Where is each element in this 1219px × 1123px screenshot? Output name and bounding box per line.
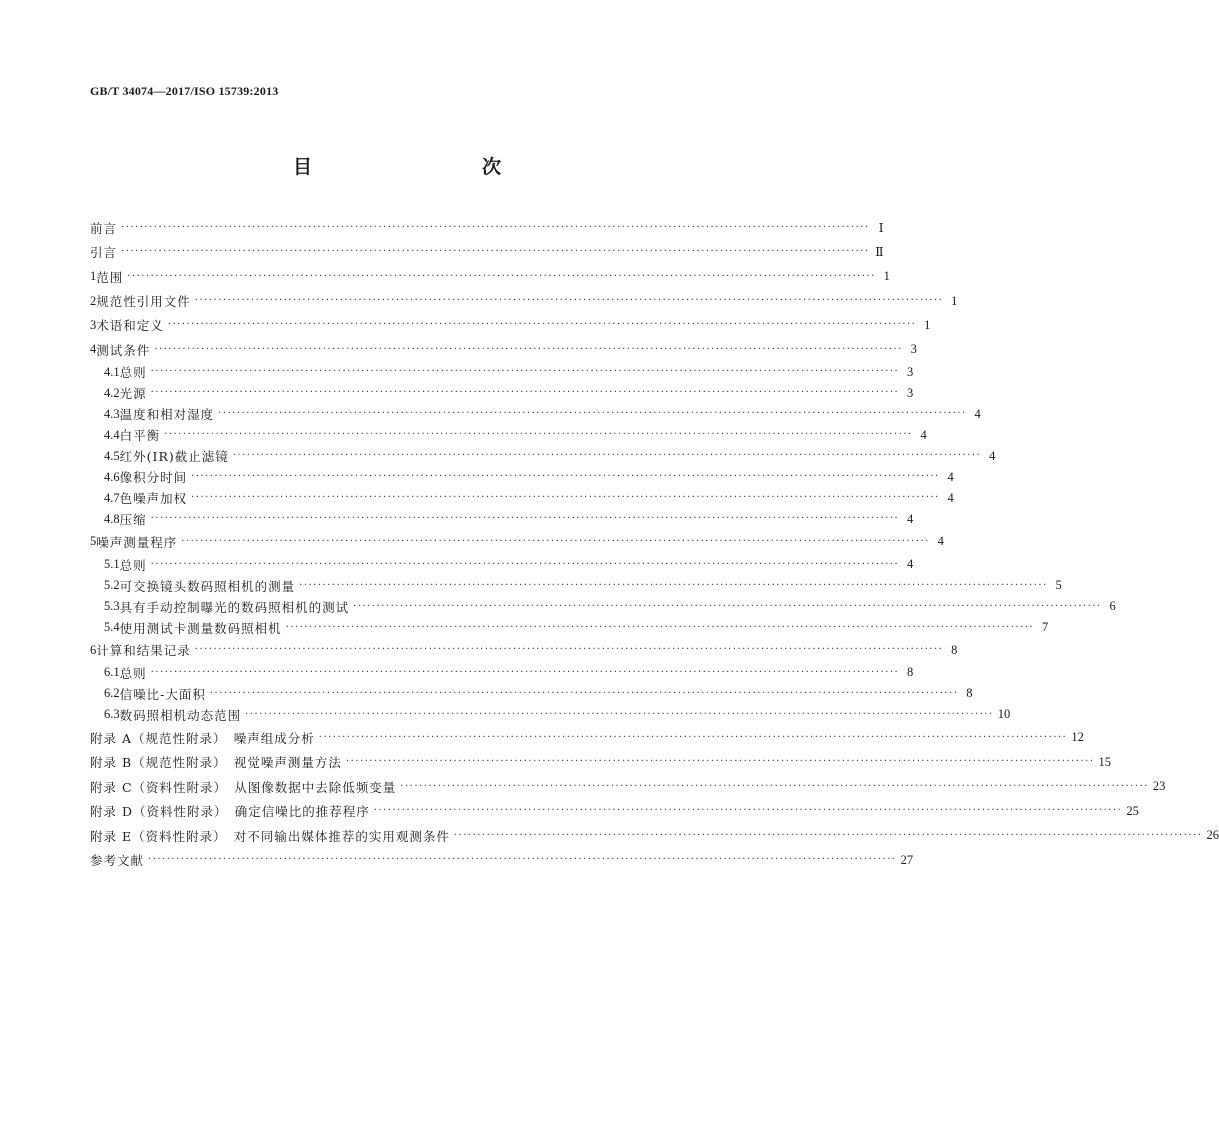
toc-entry-page-number: 12 (1071, 730, 1084, 745)
toc-entry-title: 信噪比-大面积 (119, 686, 206, 702)
toc-entry[interactable] (90, 265, 890, 289)
toc-entry-number: 6.2 (104, 686, 120, 701)
toc-entry-number: 4.4 (104, 427, 120, 442)
toc-entry-title: 色噪声加权 (119, 491, 188, 507)
toc-entry-number: 4.2 (104, 385, 120, 400)
toc-entry-page-number: 26 (1206, 828, 1219, 843)
toc-entry-title: 附录 B（规范性附录） 视觉噪声测量方法 (90, 755, 342, 771)
toc-dot-leader: ································································································································································ (154, 343, 903, 355)
toc-entry-page-number: 4 (920, 427, 927, 442)
toc-entry-number: 6.3 (104, 707, 120, 722)
page-title: 目 次 (292, 156, 545, 178)
toc-entry-page-number: 6 (1109, 599, 1116, 614)
toc-entry-title: 参考文献 (90, 853, 145, 869)
toc-entry-title: 红外(IR)截止滤镜 (119, 449, 229, 465)
toc-entry-page-number: 23 (1152, 779, 1166, 794)
toc-entry-page-number: 5 (1055, 578, 1062, 593)
toc-entry-page-number: 1 (951, 293, 958, 308)
toc-entry[interactable] (90, 725, 1084, 750)
toc-dot-leader: ································································································································································ (400, 780, 1149, 792)
toc-dot-leader: ································································································································································ (299, 579, 1048, 591)
toc-entry-number: 5.4 (104, 620, 120, 635)
toc-dot-leader: ································································································································································ (345, 756, 1095, 768)
toc-entry[interactable] (90, 823, 1219, 848)
toc-entry[interactable] (90, 446, 996, 467)
toc-entry[interactable] (90, 799, 1139, 824)
toc-entry-number: 1 (90, 269, 97, 284)
toc-entry-title: 附录 E（资料性附录） 对不同输出媒体推荐的实用观测条件 (90, 828, 450, 844)
toc-entry-title: 计算和结果记录 (96, 643, 191, 659)
toc-entry-number: 6 (90, 642, 97, 657)
toc-entry[interactable] (90, 216, 884, 240)
toc-dot-leader: ································································································································································ (373, 805, 1123, 817)
toc-entry[interactable] (90, 362, 914, 383)
toc-entry-number: 6.1 (104, 665, 120, 680)
toc-entry[interactable] (90, 774, 1166, 799)
toc-entry[interactable] (90, 704, 1011, 725)
toc-dot-leader: ································································································································································ (318, 731, 1068, 743)
toc-dot-leader: ································································································································································ (453, 829, 1203, 841)
toc-dot-leader: ································································································································································ (194, 644, 944, 656)
toc-entry[interactable] (90, 554, 914, 575)
toc-entry[interactable] (90, 509, 914, 530)
toc-entry[interactable] (90, 530, 944, 554)
toc-dot-leader: ································································································································································ (191, 471, 940, 483)
toc-entry-title: 前言 (90, 221, 118, 237)
toc-entry-title: 压缩 (119, 512, 147, 528)
toc-entry-page-number: 7 (1041, 620, 1049, 635)
toc-entry-title: 可交换镜头数码照相机的测量 (119, 578, 296, 594)
toc-entry-page-number: 4 (989, 448, 996, 463)
toc-entry-number: 4.7 (104, 490, 120, 505)
toc-dot-leader: ································································································································································ (167, 319, 917, 331)
toc-entry-title: 附录 A（规范性附录） 噪声组成分析 (90, 730, 315, 746)
toc-entry-page-number: 25 (1126, 803, 1139, 818)
toc-entry[interactable] (90, 596, 1116, 617)
toc-entry-number: 5.1 (104, 557, 120, 572)
toc-dot-leader: ································································································································································ (285, 621, 1035, 633)
toc-entry[interactable] (90, 617, 1049, 638)
toc-entry-page-number: Ⅰ (878, 221, 884, 236)
toc-entry-number: 2 (90, 293, 97, 308)
toc-entry[interactable] (90, 313, 931, 337)
toc-entry-title: 范围 (96, 269, 124, 285)
toc-entry[interactable] (90, 488, 954, 509)
toc-entry-title: 像积分时间 (119, 470, 188, 486)
toc-entry-page-number: Ⅱ (875, 245, 884, 260)
toc-entry-number: 4.3 (104, 406, 120, 421)
toc-entry-page-number: 4 (937, 534, 944, 549)
toc-entry-title: 测试条件 (96, 342, 151, 358)
toc-dot-leader: ································································································································································ (150, 558, 900, 570)
toc-entry[interactable] (90, 848, 914, 873)
toc-dot-leader: ································································································································································ (127, 270, 876, 282)
toc-dot-leader: ································································································································································ (209, 687, 959, 699)
toc-entry-title: 规范性引用文件 (96, 294, 191, 310)
toc-entry-number: 5.3 (104, 599, 120, 614)
toc-entry-title: 噪声测量程序 (96, 534, 178, 550)
toc-entry-page-number: 10 (997, 707, 1011, 722)
toc-entry-number: 5.2 (104, 578, 120, 593)
toc-entry-title: 附录 C（资料性附录） 从图像数据中去除低频变量 (90, 779, 397, 795)
toc-entry-number: 4.8 (104, 511, 120, 526)
toc-entry-title: 白平衡 (119, 428, 161, 444)
toc-entry-page-number: 8 (906, 665, 914, 680)
toc-dot-leader: ································································································································································ (150, 366, 900, 378)
toc-dot-leader: ································································································································································ (121, 222, 870, 234)
toc-entry-page-number: 4 (947, 490, 954, 505)
toc-entry-page-number: 4 (947, 469, 954, 484)
toc-entry-page-number: 15 (1098, 754, 1112, 769)
toc-entry-page-number: 4 (906, 557, 914, 572)
toc-entry-page-number: 3 (910, 342, 917, 357)
toc-entry-title: 具有手动控制曝光的数码照相机的测试 (119, 599, 350, 615)
toc-entry[interactable] (90, 638, 958, 662)
toc-entry[interactable] (90, 289, 958, 313)
toc-entry[interactable] (90, 467, 954, 488)
toc-entry[interactable] (90, 425, 927, 446)
toc-dot-leader: ································································································································································ (194, 295, 944, 307)
toc-entry[interactable] (90, 383, 914, 404)
toc-entry-page-number: 8 (966, 686, 973, 701)
toc-dot-leader: ································································································································································ (150, 387, 900, 399)
toc-dot-leader: ································································································································································ (353, 600, 1102, 612)
toc-entry[interactable] (90, 337, 917, 361)
toc-entry-title: 光源 (119, 386, 147, 402)
toc-entry-page-number: 1 (924, 317, 931, 332)
toc-entry[interactable] (90, 662, 914, 683)
toc-entry-page-number: 8 (951, 642, 958, 657)
toc-entry-title: 温度和相对湿度 (119, 407, 215, 423)
toc-entry[interactable] (90, 240, 884, 264)
toc-dot-leader: ································································································································································ (150, 666, 900, 678)
toc-dot-leader: ································································································································································ (245, 708, 994, 720)
toc-entry[interactable] (90, 575, 1062, 596)
toc-dot-leader: ································································································································································ (148, 854, 897, 866)
toc-entry-page-number: 1 (883, 269, 890, 284)
table-of-contents (90, 216, 1219, 872)
toc-dot-leader: ································································································································································ (121, 246, 870, 258)
toc-entry-title: 术语和定义 (96, 318, 164, 334)
toc-dot-leader: ································································································································································ (164, 429, 913, 441)
toc-entry-title: 数码照相机动态范围 (119, 707, 242, 723)
toc-entry[interactable] (90, 683, 973, 704)
toc-entry-number: 5 (90, 534, 97, 549)
toc-entry-title: 总则 (119, 365, 147, 381)
toc-entry-number: 4 (90, 342, 97, 357)
toc-entry-number: 4.1 (104, 364, 120, 379)
page-header-standard-code: GB/T 34074—2017/ISO 15739:2013 (90, 84, 279, 98)
toc-dot-leader: ································································································································································ (218, 408, 967, 420)
toc-entry-title: 附录 D（资料性附录） 确定信噪比的推荐程序 (90, 804, 370, 820)
toc-entry-title: 总则 (119, 557, 147, 573)
toc-entry-page-number: 4 (906, 511, 914, 526)
toc-entry-page-number: 4 (974, 406, 981, 421)
toc-entry-title: 总则 (119, 665, 147, 681)
toc-entry-number: 3 (90, 317, 97, 332)
toc-dot-leader: ································································································································································ (191, 492, 940, 504)
toc-entry-page-number: 3 (906, 364, 914, 379)
toc-entry-title: 使用测试卡测量数码照相机 (119, 620, 282, 636)
toc-entry-number: 4.5 (104, 448, 120, 463)
toc-entry-title: 引言 (90, 245, 118, 261)
toc-entry-number: 4.6 (104, 469, 120, 484)
toc-entry[interactable] (90, 404, 981, 425)
toc-dot-leader: ································································································································································ (181, 535, 930, 547)
toc-dot-leader: ································································································································································ (232, 450, 982, 462)
toc-entry[interactable] (90, 750, 1112, 775)
toc-entry-page-number: 3 (906, 385, 914, 400)
toc-entry-page-number: 27 (900, 852, 914, 867)
toc-dot-leader: ································································································································································ (150, 513, 900, 525)
